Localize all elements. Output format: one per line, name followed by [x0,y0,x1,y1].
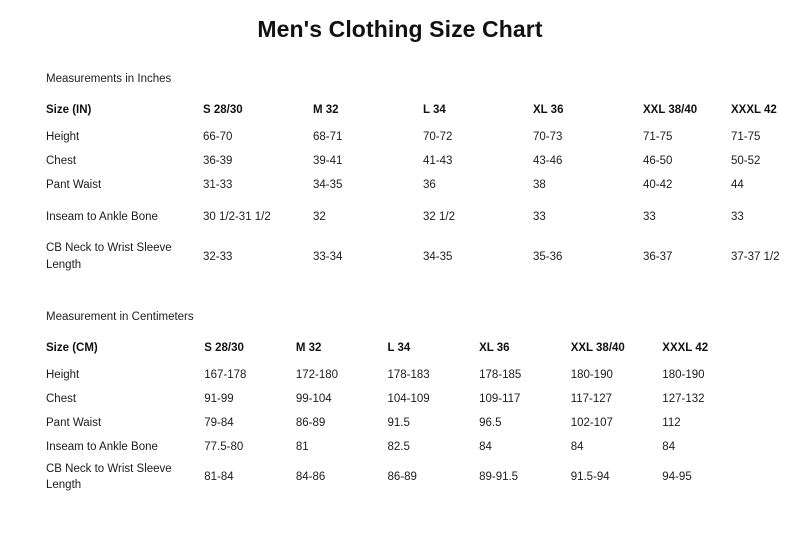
cell-value: 81-84 [204,471,234,483]
inches-table-head [46,99,800,125]
column-header-l: L 34 [387,342,411,354]
table-row [46,237,800,277]
row-label: Inseam to Ankle Bone [46,211,158,223]
cell-value: 70-72 [423,131,453,143]
cell-value: 86-89 [295,417,326,429]
centimeters-table-head [46,337,754,363]
column-header-s: S 28/30 [204,342,244,354]
cell-value: 89-91.5 [479,471,519,483]
table-row [46,435,754,459]
inches-table-body [46,125,800,277]
cell-value: 40-42 [643,179,673,191]
table-row [46,149,800,173]
cell-value: 94-95 [662,471,692,483]
cell-value: 102-107 [570,417,613,429]
cell-value: 77.5-80 [204,441,244,453]
centimeters-section [0,311,800,495]
cell-value: 71-75 [731,131,761,143]
column-header-xxl: XXL 38/40 [570,342,625,354]
cell-value: 178-183 [387,369,430,381]
cell-value: 41-43 [423,155,453,167]
cell-value: 96.5 [479,417,502,429]
cell-value: 30 1/2-31 1/2 [203,211,271,223]
cell-value: 32 [313,211,326,223]
size-chart-page [0,16,800,555]
cell-value: 33-34 [313,251,343,263]
cell-value: 35-36 [533,251,563,263]
cell-value: 36-39 [203,155,233,167]
cell-value: 44 [731,179,744,191]
cell-value: 84 [479,441,492,453]
cell-value: 86-89 [387,471,417,483]
centimeters-table-body [46,363,754,495]
centimeters-size-table [46,337,754,495]
row-label: CB Neck to Wrist Sleeve Length [46,462,172,491]
cell-value: 34-35 [313,179,343,191]
row-label: Pant Waist [46,179,102,191]
column-header-xxxl: XXXL 42 [662,342,709,354]
cell-value: 38 [533,179,546,191]
inches-section [0,73,800,277]
cell-value: 112 [662,417,681,429]
column-header-xl: XL 36 [479,342,510,354]
cell-value: 37-37 1/2 [731,251,780,263]
cell-value: 84 [662,441,676,453]
cell-value: 117-127 [570,393,613,405]
cell-value: 91.5-94 [570,471,610,483]
column-header-m: M 32 [313,104,339,116]
column-header-m: M 32 [295,342,322,354]
cell-value: 46-50 [643,155,673,167]
table-header-row [46,337,754,363]
cell-value: 81 [295,441,309,453]
column-header-xl: XL 36 [533,104,564,116]
table-row [46,363,754,387]
cell-value: 109-117 [479,393,521,405]
cell-value: 39-41 [313,155,343,167]
table-row [46,125,800,149]
table-row [46,459,754,495]
page-title: Men's Clothing Size Chart [257,16,543,42]
column-header-size: Size (CM) [46,342,98,354]
row-label: Height [46,131,80,143]
cell-value: 71-75 [643,131,673,143]
table-header-row [46,99,800,125]
cell-value: 33 [731,211,744,223]
column-header-l: L 34 [423,104,446,116]
cell-value: 79-84 [204,417,234,429]
table-row [46,411,754,435]
cell-value: 70-73 [533,131,563,143]
cell-value: 66-70 [203,131,233,143]
cell-value: 50-52 [731,155,761,167]
cell-value: 180-190 [662,369,705,381]
cell-value: 178-185 [479,369,522,381]
cell-value: 91.5 [387,417,410,429]
row-label: Chest [46,155,77,167]
cell-value: 82.5 [387,441,410,453]
cell-value: 104-109 [387,393,430,405]
cell-value: 34-35 [423,251,453,263]
column-header-xxl: XXL 38/40 [643,104,698,116]
row-label: CB Neck to Wrist Sleeve Length [46,242,172,271]
cell-value: 31-33 [203,179,233,191]
cell-value: 172-180 [295,369,339,381]
cell-value: 68-71 [313,131,343,143]
cell-value: 32 1/2 [423,211,455,223]
cell-value: 180-190 [570,369,613,381]
table-row [46,197,800,237]
cell-value: 36-37 [643,251,673,263]
row-label: Height [46,369,80,381]
table-row [46,387,754,411]
inches-size-table [46,99,800,277]
cell-value: 32-33 [203,251,233,263]
row-label: Pant Waist [46,417,102,429]
cell-value: 84 [570,441,584,453]
cell-value: 33 [643,211,656,223]
cell-value: 43-46 [533,155,563,167]
cell-value: 99-104 [295,393,332,405]
cell-value: 127-132 [662,393,705,405]
column-header-size: Size (IN) [46,104,92,116]
cell-value: 84-86 [295,471,326,483]
cell-value: 36 [423,179,436,191]
row-label: Chest [46,393,77,405]
inches-section-label: Measurements in Inches [46,73,172,85]
row-label: Inseam to Ankle Bone [46,441,158,453]
cell-value: 33 [533,211,546,223]
table-row [46,173,800,197]
column-header-xxxl: XXXL 42 [731,104,777,116]
centimeters-section-label: Measurement in Centimeters [46,311,194,323]
cell-value: 91-99 [204,393,234,405]
cell-value: 167-178 [204,369,247,381]
column-header-s: S 28/30 [203,104,243,116]
